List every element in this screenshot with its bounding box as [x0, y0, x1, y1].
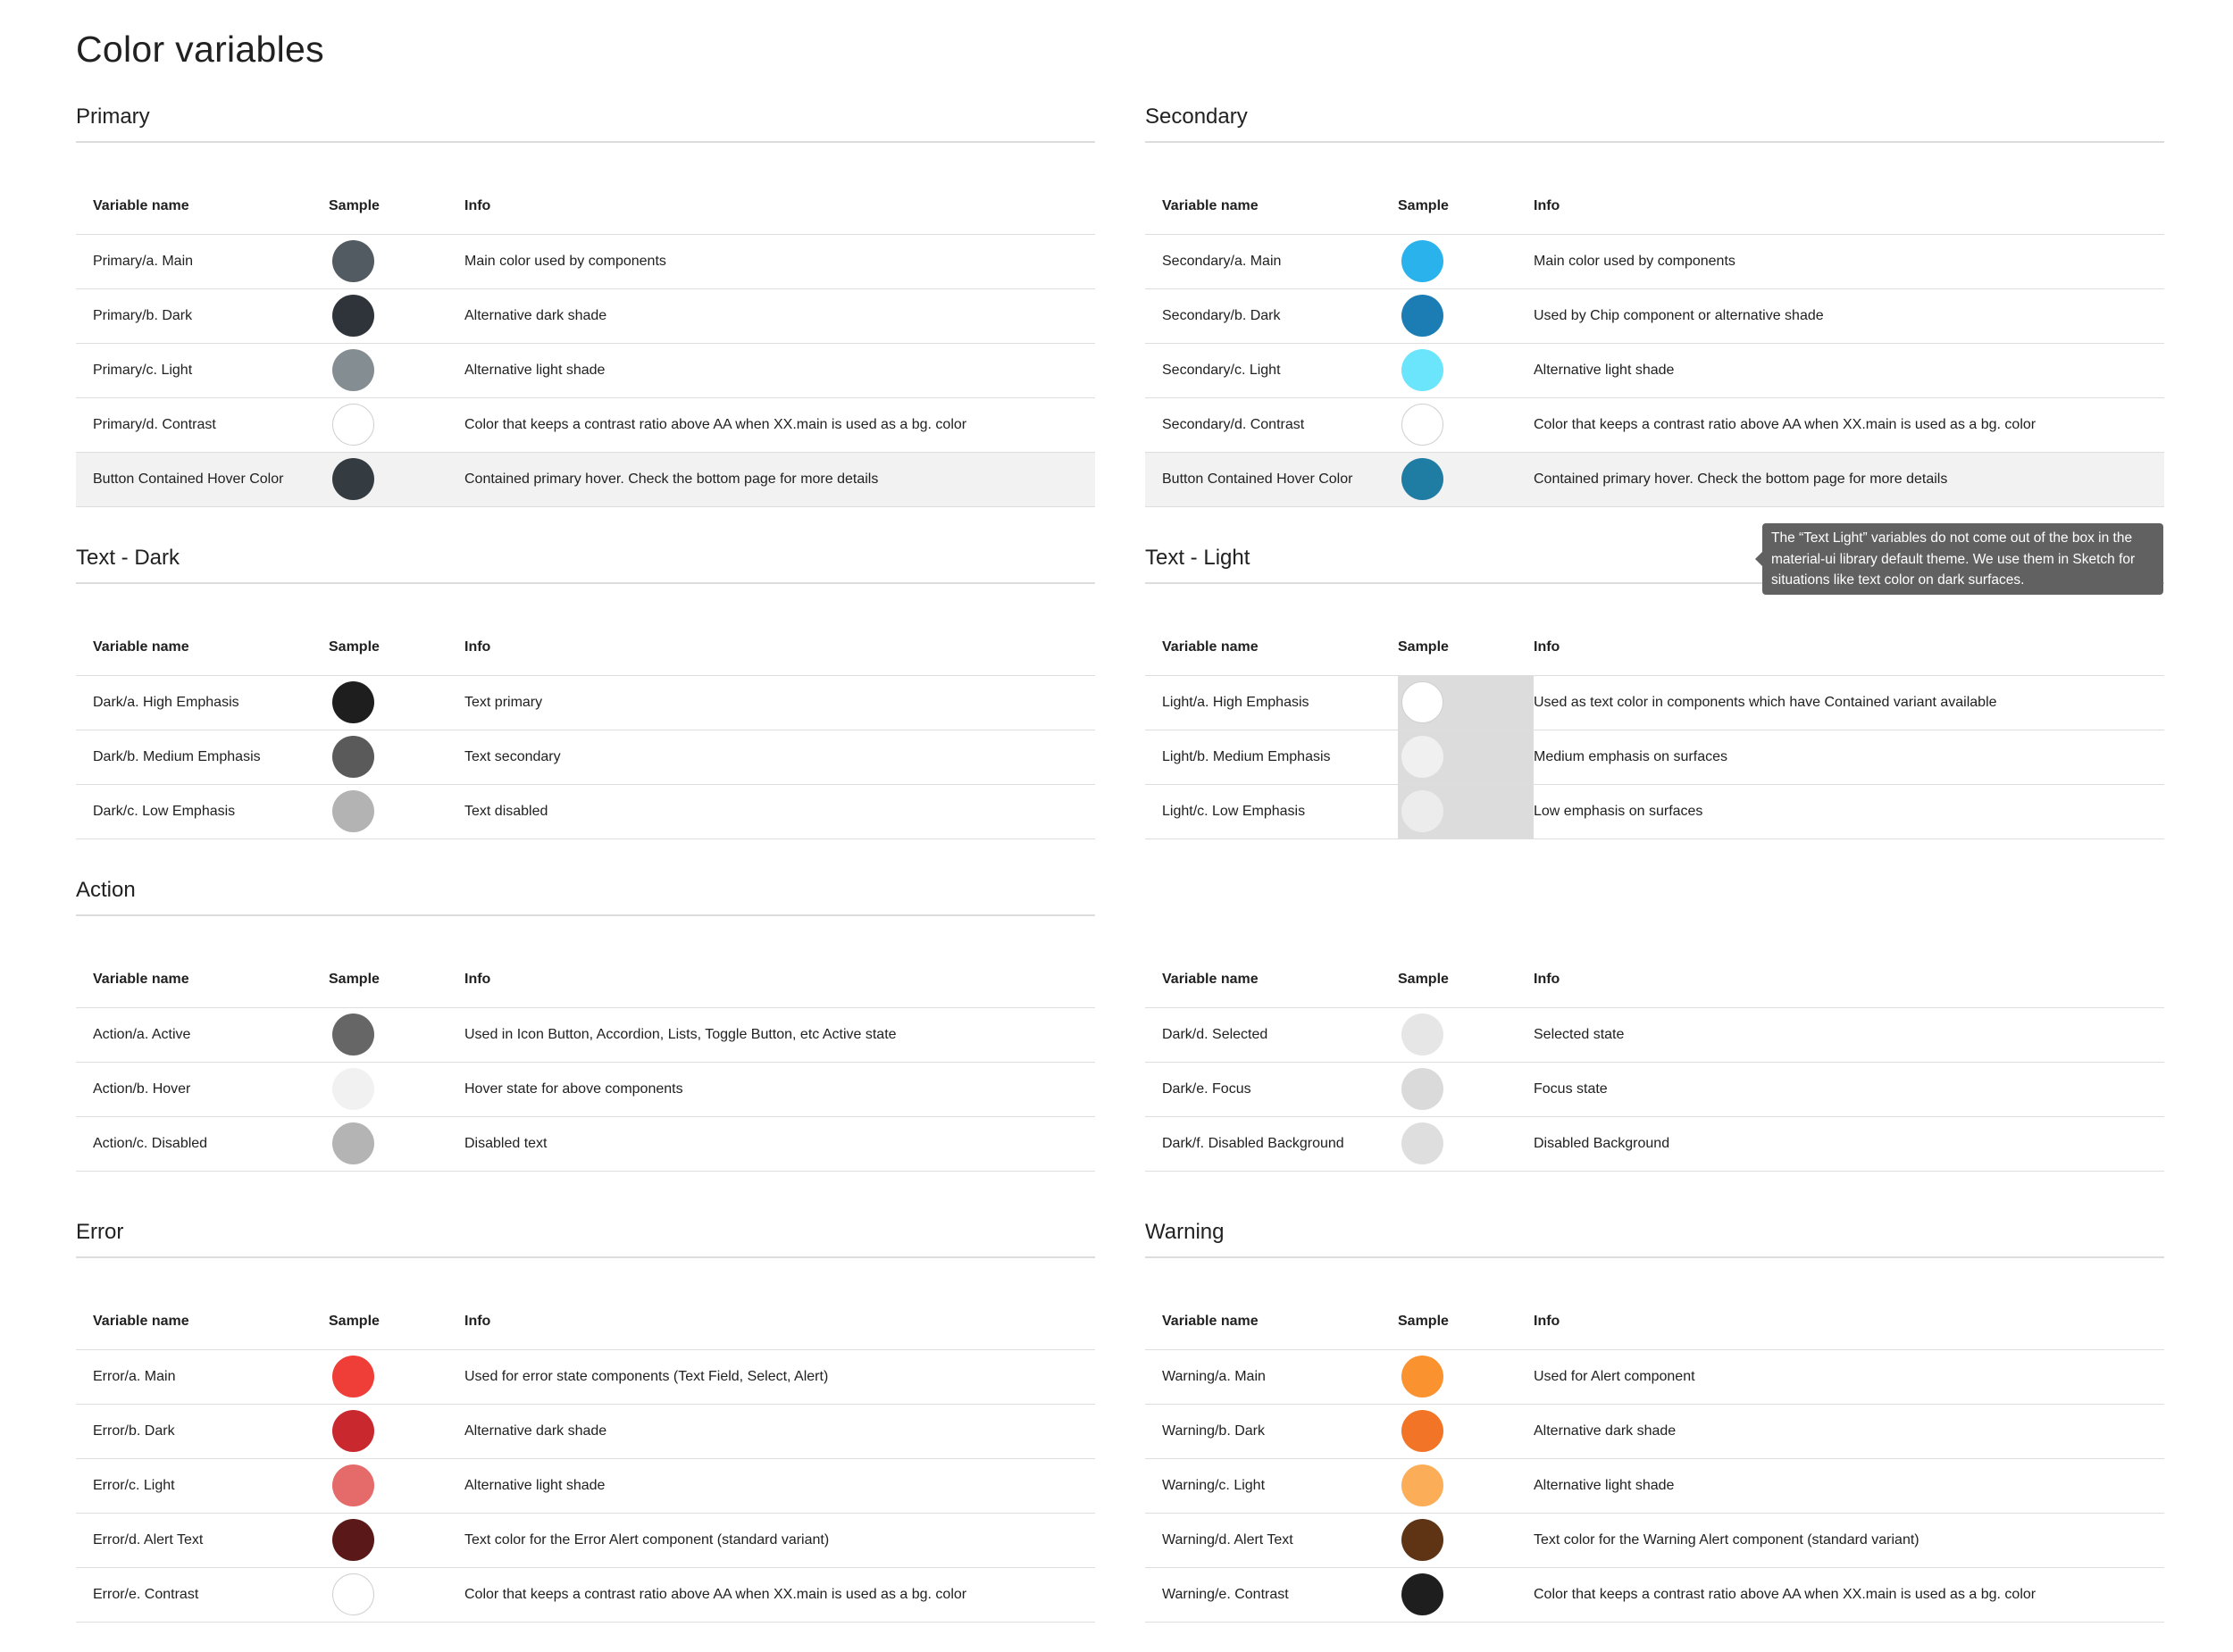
variable-info: Focus state — [1534, 1062, 2164, 1116]
section-title: Text - Light — [1145, 546, 1250, 570]
variable-info: Medium emphasis on surfaces — [1534, 730, 2164, 784]
variable-name: Secondary/a. Main — [1145, 234, 1398, 288]
text-light-tooltip — [1762, 523, 2163, 595]
section-action-dark — [1145, 851, 2164, 1172]
color-swatch — [332, 1068, 374, 1110]
table-row — [76, 1007, 1095, 1062]
table-row — [76, 1513, 1095, 1567]
table-row — [1145, 1458, 2164, 1513]
sample-cell — [329, 675, 464, 730]
variables-table — [1145, 179, 2164, 507]
table-row — [1145, 1567, 2164, 1622]
column-header-variable-name: Variable name — [76, 621, 329, 675]
color-swatch — [332, 736, 374, 778]
color-swatch — [1401, 1122, 1443, 1164]
variables-table — [1145, 1295, 2164, 1623]
color-swatch — [1401, 295, 1443, 337]
table-row — [76, 1567, 1095, 1622]
variable-name: Action/b. Hover — [76, 1062, 329, 1116]
variable-info: Main color used by components — [464, 234, 1095, 288]
table-row — [76, 1116, 1095, 1171]
page-title: Color variables — [76, 29, 324, 70]
variable-name: Dark/f. Disabled Background — [1145, 1116, 1398, 1171]
variable-name: Error/d. Alert Text — [76, 1513, 329, 1567]
sample-cell — [1398, 675, 1534, 730]
column-header-sample: Sample — [329, 953, 464, 1007]
section-header — [76, 1193, 1095, 1258]
table-row — [1145, 1349, 2164, 1404]
table-row — [76, 1349, 1095, 1404]
table-row — [76, 343, 1095, 397]
color-swatch — [332, 681, 374, 723]
table-row — [1145, 1062, 2164, 1116]
variable-name: Dark/d. Selected — [1145, 1007, 1398, 1062]
column-header-info: Info — [464, 1295, 1095, 1349]
sample-cell — [1398, 397, 1534, 452]
color-swatch — [1401, 1410, 1443, 1452]
variable-info: Selected state — [1534, 1007, 2164, 1062]
section-primary — [76, 78, 1095, 507]
variable-info: Text secondary — [464, 730, 1095, 784]
column-header-info: Info — [464, 953, 1095, 1007]
column-header-info: Info — [1534, 179, 2164, 234]
variable-name: Light/b. Medium Emphasis — [1145, 730, 1398, 784]
column-header-variable-name: Variable name — [1145, 1295, 1398, 1349]
variable-info: Disabled text — [464, 1116, 1095, 1171]
table-row — [1145, 730, 2164, 784]
variable-name: Secondary/c. Light — [1145, 343, 1398, 397]
table-row — [1145, 234, 2164, 288]
sample-cell — [329, 1349, 464, 1404]
color-swatch — [332, 790, 374, 832]
variable-info: Contained primary hover. Check the bottom page for more details — [1534, 452, 2164, 506]
color-swatch — [1401, 1014, 1443, 1055]
color-swatch — [1401, 1464, 1443, 1506]
color-swatch — [332, 1519, 374, 1561]
color-swatch — [332, 295, 374, 337]
table-row — [1145, 288, 2164, 343]
table-row — [76, 234, 1095, 288]
variable-name: Light/c. Low Emphasis — [1145, 784, 1398, 839]
color-swatch — [332, 1356, 374, 1398]
color-swatch — [332, 1464, 374, 1506]
variable-name: Dark/e. Focus — [1145, 1062, 1398, 1116]
variable-info: Alternative light shade — [1534, 1458, 2164, 1513]
variable-name: Error/e. Contrast — [76, 1567, 329, 1622]
variable-info: Used in Icon Button, Accordion, Lists, Toggle Button, etc Active state — [464, 1007, 1095, 1062]
sample-cell — [1398, 1007, 1534, 1062]
color-swatch — [1401, 458, 1443, 500]
variable-info: Color that keeps a contrast ratio above AA when XX.main is used as a bg. color — [1534, 1567, 2164, 1622]
sample-cell — [1398, 288, 1534, 343]
table-row — [76, 288, 1095, 343]
variable-info: Used for error state components (Text Field, Select, Alert) — [464, 1349, 1095, 1404]
variable-name: Secondary/d. Contrast — [1145, 397, 1398, 452]
section-secondary — [1145, 78, 2164, 507]
variable-name: Secondary/b. Dark — [1145, 288, 1398, 343]
table-row — [76, 1404, 1095, 1458]
variable-info: Contained primary hover. Check the bottom page for more details — [464, 452, 1095, 506]
column-header-info: Info — [464, 179, 1095, 234]
column-header-info: Info — [464, 621, 1095, 675]
color-swatch — [1401, 404, 1443, 446]
variable-info: Alternative light shade — [464, 1458, 1095, 1513]
color-swatch — [1401, 240, 1443, 282]
table-row — [1145, 1513, 2164, 1567]
color-swatch — [332, 1122, 374, 1164]
table-row — [76, 397, 1095, 452]
color-swatch — [1401, 736, 1443, 778]
variable-name: Button Contained Hover Color — [1145, 452, 1398, 506]
variable-name: Light/a. High Emphasis — [1145, 675, 1398, 730]
column-header-variable-name: Variable name — [1145, 179, 1398, 234]
column-header-variable-name: Variable name — [1145, 953, 1398, 1007]
variable-info: Text color for the Warning Alert component (standard variant) — [1534, 1513, 2164, 1567]
section-title: Error — [76, 1220, 124, 1244]
variables-table — [1145, 953, 2164, 1172]
variable-name: Warning/d. Alert Text — [1145, 1513, 1398, 1567]
table-row — [76, 675, 1095, 730]
section-header — [1145, 851, 2164, 916]
column-header-sample: Sample — [1398, 621, 1534, 675]
section-header — [1145, 78, 2164, 143]
variables-table — [1145, 621, 2164, 839]
table-row — [1145, 784, 2164, 839]
variable-info: Color that keeps a contrast ratio above AA when XX.main is used as a bg. color — [464, 1567, 1095, 1622]
variable-name: Button Contained Hover Color — [76, 452, 329, 506]
section-title: Warning — [1145, 1220, 1225, 1244]
variable-name: Dark/b. Medium Emphasis — [76, 730, 329, 784]
sample-cell — [1398, 343, 1534, 397]
color-swatch — [1401, 1519, 1443, 1561]
table-header-row — [1145, 953, 2164, 1007]
column-header-sample: Sample — [329, 179, 464, 234]
column-header-variable-name: Variable name — [76, 179, 329, 234]
variable-name: Warning/a. Main — [1145, 1349, 1398, 1404]
variable-name: Action/a. Active — [76, 1007, 329, 1062]
variable-info: Used by Chip component or alternative shade — [1534, 288, 2164, 343]
sample-cell — [1398, 452, 1534, 506]
variable-info: Alternative light shade — [464, 343, 1095, 397]
variable-info: Low emphasis on surfaces — [1534, 784, 2164, 839]
section-header — [76, 851, 1095, 916]
sample-cell — [329, 1007, 464, 1062]
sample-cell — [329, 1458, 464, 1513]
variables-table — [76, 179, 1095, 507]
table-row — [1145, 397, 2164, 452]
column-header-info: Info — [1534, 1295, 2164, 1349]
column-header-sample: Sample — [329, 1295, 464, 1349]
section-title: Primary — [76, 104, 150, 129]
table-row — [1145, 452, 2164, 506]
color-swatch — [1401, 349, 1443, 391]
color-swatch — [1401, 1356, 1443, 1398]
sample-cell — [1398, 1567, 1534, 1622]
table-row — [1145, 675, 2164, 730]
variable-name: Primary/a. Main — [76, 234, 329, 288]
table-row — [76, 452, 1095, 506]
table-row — [1145, 1007, 2164, 1062]
column-header-variable-name: Variable name — [1145, 621, 1398, 675]
color-swatch — [1401, 1573, 1443, 1615]
variable-info: Hover state for above components — [464, 1062, 1095, 1116]
sample-cell — [329, 784, 464, 839]
table-header-row — [76, 179, 1095, 234]
table-row — [1145, 1116, 2164, 1171]
color-swatch — [332, 240, 374, 282]
color-swatch — [332, 1410, 374, 1452]
sample-cell — [329, 1404, 464, 1458]
variable-info: Alternative dark shade — [464, 1404, 1095, 1458]
table-header-row — [1145, 179, 2164, 234]
table-row — [1145, 1404, 2164, 1458]
table-header-row — [1145, 621, 2164, 675]
sample-cell — [329, 1513, 464, 1567]
variable-name: Error/c. Light — [76, 1458, 329, 1513]
tooltip-text: The “Text Light” variables do not come out of the box in the material-ui library default theme. We use them in Sketch for situations like text color on dark surfaces. — [1771, 530, 2136, 588]
table-row — [76, 1458, 1095, 1513]
variable-info: Main color used by components — [1534, 234, 2164, 288]
variables-table — [76, 621, 1095, 839]
sample-cell — [329, 1062, 464, 1116]
color-swatch — [332, 458, 374, 500]
color-swatch — [332, 1014, 374, 1055]
variable-info: Text color for the Error Alert component (standard variant) — [464, 1513, 1095, 1567]
section-header — [76, 519, 1095, 584]
variable-info: Used as text color in components which have Contained variant available — [1534, 675, 2164, 730]
variable-info: Color that keeps a contrast ratio above AA when XX.main is used as a bg. color — [1534, 397, 2164, 452]
section-header — [76, 78, 1095, 143]
sample-cell — [329, 1116, 464, 1171]
table-header-row — [76, 953, 1095, 1007]
sample-cell — [1398, 1404, 1534, 1458]
variable-name: Dark/c. Low Emphasis — [76, 784, 329, 839]
sample-cell — [1398, 784, 1534, 839]
table-header-row — [1145, 1295, 2164, 1349]
sample-cell — [1398, 1458, 1534, 1513]
column-header-variable-name: Variable name — [76, 1295, 329, 1349]
table-header-row — [76, 1295, 1095, 1349]
column-header-info: Info — [1534, 953, 2164, 1007]
variables-table — [76, 1295, 1095, 1623]
section-warning — [1145, 1193, 2164, 1623]
variable-name: Primary/b. Dark — [76, 288, 329, 343]
section-action — [76, 851, 1095, 1172]
color-swatch — [332, 404, 374, 446]
color-swatch — [1401, 790, 1443, 832]
table-row — [76, 1062, 1095, 1116]
section-text-dark — [76, 519, 1095, 839]
variable-info: Disabled Background — [1534, 1116, 2164, 1171]
sample-cell — [329, 343, 464, 397]
sample-cell — [1398, 1116, 1534, 1171]
sample-cell — [329, 397, 464, 452]
variable-name: Primary/d. Contrast — [76, 397, 329, 452]
color-swatch — [332, 349, 374, 391]
color-swatch — [1401, 681, 1443, 723]
variable-name: Error/b. Dark — [76, 1404, 329, 1458]
color-swatch — [1401, 1068, 1443, 1110]
sample-cell — [329, 730, 464, 784]
sample-cell — [329, 1567, 464, 1622]
column-header-sample: Sample — [1398, 179, 1534, 234]
variable-name: Dark/a. High Emphasis — [76, 675, 329, 730]
sample-cell — [329, 288, 464, 343]
column-header-sample: Sample — [1398, 953, 1534, 1007]
table-header-row — [76, 621, 1095, 675]
variable-name: Warning/b. Dark — [1145, 1404, 1398, 1458]
variable-info: Alternative dark shade — [464, 288, 1095, 343]
section-title: Action — [76, 878, 136, 902]
variable-info: Used for Alert component — [1534, 1349, 2164, 1404]
sample-cell — [1398, 1062, 1534, 1116]
tooltip-arrow — [1755, 552, 1762, 566]
color-swatch — [332, 1573, 374, 1615]
table-row — [76, 784, 1095, 839]
sample-cell — [1398, 730, 1534, 784]
section-title: Text - Dark — [76, 546, 180, 570]
sample-cell — [1398, 234, 1534, 288]
section-header — [1145, 1193, 2164, 1258]
section-title: Secondary — [1145, 104, 1248, 129]
variable-name: Warning/c. Light — [1145, 1458, 1398, 1513]
column-header-variable-name: Variable name — [76, 953, 329, 1007]
variable-info: Alternative light shade — [1534, 343, 2164, 397]
variable-name: Primary/c. Light — [76, 343, 329, 397]
table-row — [1145, 343, 2164, 397]
section-error — [76, 1193, 1095, 1623]
variable-name: Warning/e. Contrast — [1145, 1567, 1398, 1622]
table-row — [76, 730, 1095, 784]
sample-cell — [329, 452, 464, 506]
variable-info: Alternative dark shade — [1534, 1404, 2164, 1458]
column-header-info: Info — [1534, 621, 2164, 675]
variable-info: Color that keeps a contrast ratio above AA when XX.main is used as a bg. color — [464, 397, 1095, 452]
sample-cell — [329, 234, 464, 288]
variable-name: Action/c. Disabled — [76, 1116, 329, 1171]
variable-info: Text primary — [464, 675, 1095, 730]
variable-name: Error/a. Main — [76, 1349, 329, 1404]
sample-cell — [1398, 1513, 1534, 1567]
variables-table — [76, 953, 1095, 1172]
variable-info: Text disabled — [464, 784, 1095, 839]
column-header-sample: Sample — [1398, 1295, 1534, 1349]
sample-cell — [1398, 1349, 1534, 1404]
column-header-sample: Sample — [329, 621, 464, 675]
